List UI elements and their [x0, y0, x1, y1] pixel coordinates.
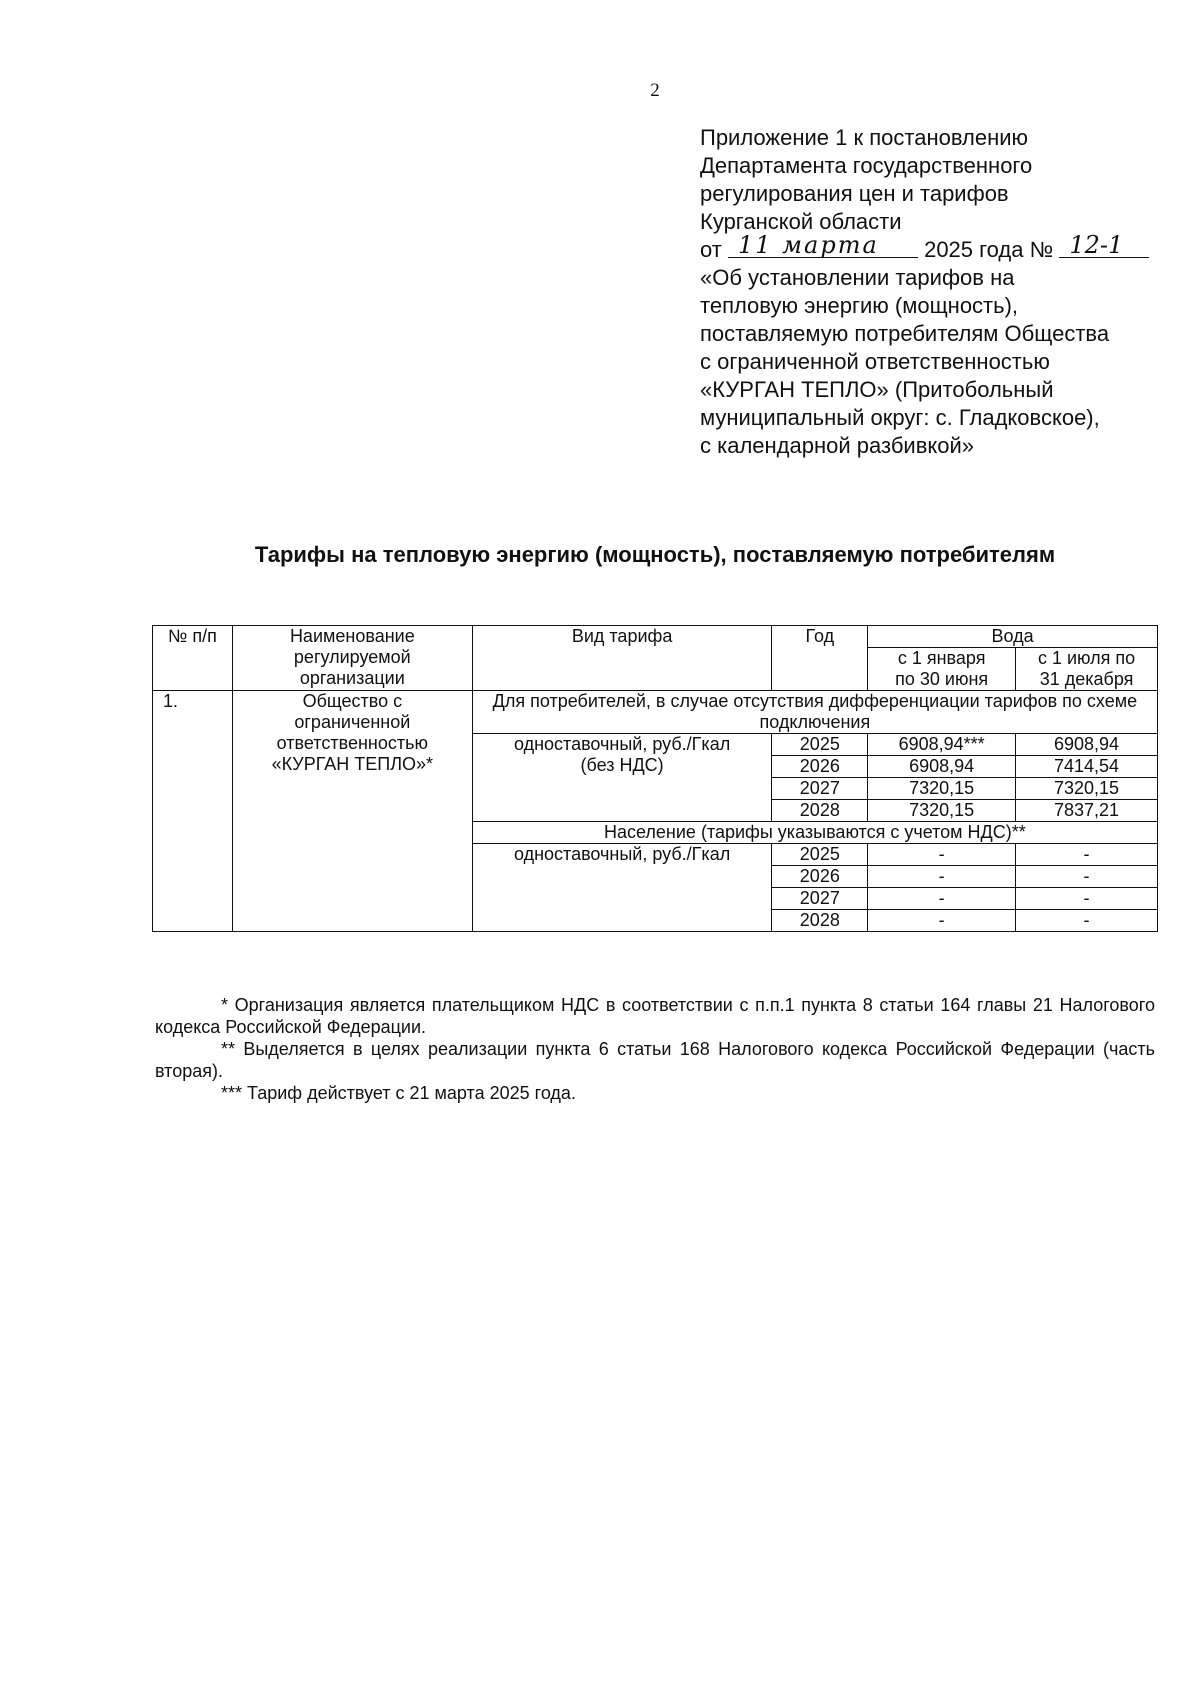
value-cell: - [1016, 844, 1158, 866]
annex-line: Курганской области [700, 209, 902, 234]
annex-title-line: с ограниченной ответственностью [700, 349, 1050, 374]
value-cell: - [1016, 910, 1158, 932]
year-cell: 2025 [772, 734, 868, 756]
org-name: Общество с ограниченной ответственностью «КУРГАН ТЕПЛО»* [232, 691, 472, 932]
header-year: Год [772, 626, 868, 691]
value-cell: - [868, 866, 1016, 888]
header-period-1: с 1 января по 30 июня [868, 648, 1016, 691]
value-cell: 6908,94*** [868, 734, 1016, 756]
tariffs-table [152, 625, 1158, 932]
value-cell: - [1016, 866, 1158, 888]
year-cell: 2026 [772, 866, 868, 888]
annex-line: Приложение 1 к постановлению [700, 125, 1029, 150]
annex-line: Департамента государственного [700, 153, 1033, 178]
date-prefix: от [700, 237, 722, 262]
tariff-type: одноставочный, руб./Гкал (без НДС) [472, 734, 772, 822]
page-number: 2 [650, 80, 660, 101]
annex-date-line [700, 231, 1180, 264]
value-cell: 7320,15 [1016, 778, 1158, 800]
value-cell: 6908,94 [868, 756, 1016, 778]
value-cell: 7414,54 [1016, 756, 1158, 778]
footnote: ** Выделяется в целях реализации пункта 6 статьи 168 Налогового кодекса Российской Федерации (часть вторая). [155, 1039, 1155, 1081]
year-text: 2025 года № [924, 237, 1054, 262]
value-cell: - [868, 910, 1016, 932]
value-cell: 7320,15 [868, 800, 1016, 822]
header-water: Вода [868, 626, 1158, 648]
header-tariff-type: Вид тарифа [472, 626, 772, 691]
section-title: Для потребителей, в случае отсутствия дифференциации тарифов по схеме подключения [472, 691, 1157, 734]
annex-title-line: поставляемую потребителям Общества [700, 321, 1110, 346]
annex-title-line: муниципальный округ: с. Гладковское), [700, 405, 1100, 430]
annex-title-line: тепловую энергию (мощность), [700, 293, 1019, 318]
header-num: № п/п [153, 626, 233, 691]
year-cell: 2027 [772, 888, 868, 910]
value-cell: 6908,94 [1016, 734, 1158, 756]
header-period-2: с 1 июля по 31 декабря [1016, 648, 1158, 691]
table-row [153, 691, 1158, 734]
annex-line: регулирования цен и тарифов [700, 181, 1009, 206]
annex-title-line: «Об установлении тарифов на [700, 265, 1015, 290]
document-title: Тарифы на тепловую энергию (мощность), поставляемую потребителям [254, 542, 1056, 567]
header-org: Наименование регулируемой организации [232, 626, 472, 691]
value-cell: 7837,21 [1016, 800, 1158, 822]
year-cell: 2028 [772, 910, 868, 932]
value-cell: - [1016, 888, 1158, 910]
year-cell: 2027 [772, 778, 868, 800]
year-cell: 2025 [772, 844, 868, 866]
table-header-row [153, 626, 1158, 648]
value-cell: - [868, 844, 1016, 866]
annex-title-line: с календарной разбивкой» [700, 433, 975, 458]
annex-title-line: «КУРГАН ТЕПЛО» (Притобольный [700, 377, 1054, 402]
handwritten-date: 11 марта [728, 233, 918, 258]
footnote: * Организация является плательщиком НДС в соответствии с п.п.1 пункта 8 статьи 164 главы 21 Налогового кодекса Российской Федерации. [155, 995, 1155, 1037]
section-title: Население (тарифы указываются с учетом НДС)** [472, 822, 1157, 844]
value-cell: - [868, 888, 1016, 910]
footnotes [155, 994, 1155, 1104]
handwritten-number: 12-1 [1059, 233, 1149, 258]
annex-block [700, 124, 1180, 460]
year-cell: 2026 [772, 756, 868, 778]
tariff-type: одноставочный, руб./Гкал [472, 844, 772, 932]
year-cell: 2028 [772, 800, 868, 822]
value-cell: 7320,15 [868, 778, 1016, 800]
footnote: *** Тариф действует с 21 марта 2025 года. [221, 1083, 576, 1103]
row-number: 1. [153, 691, 233, 932]
